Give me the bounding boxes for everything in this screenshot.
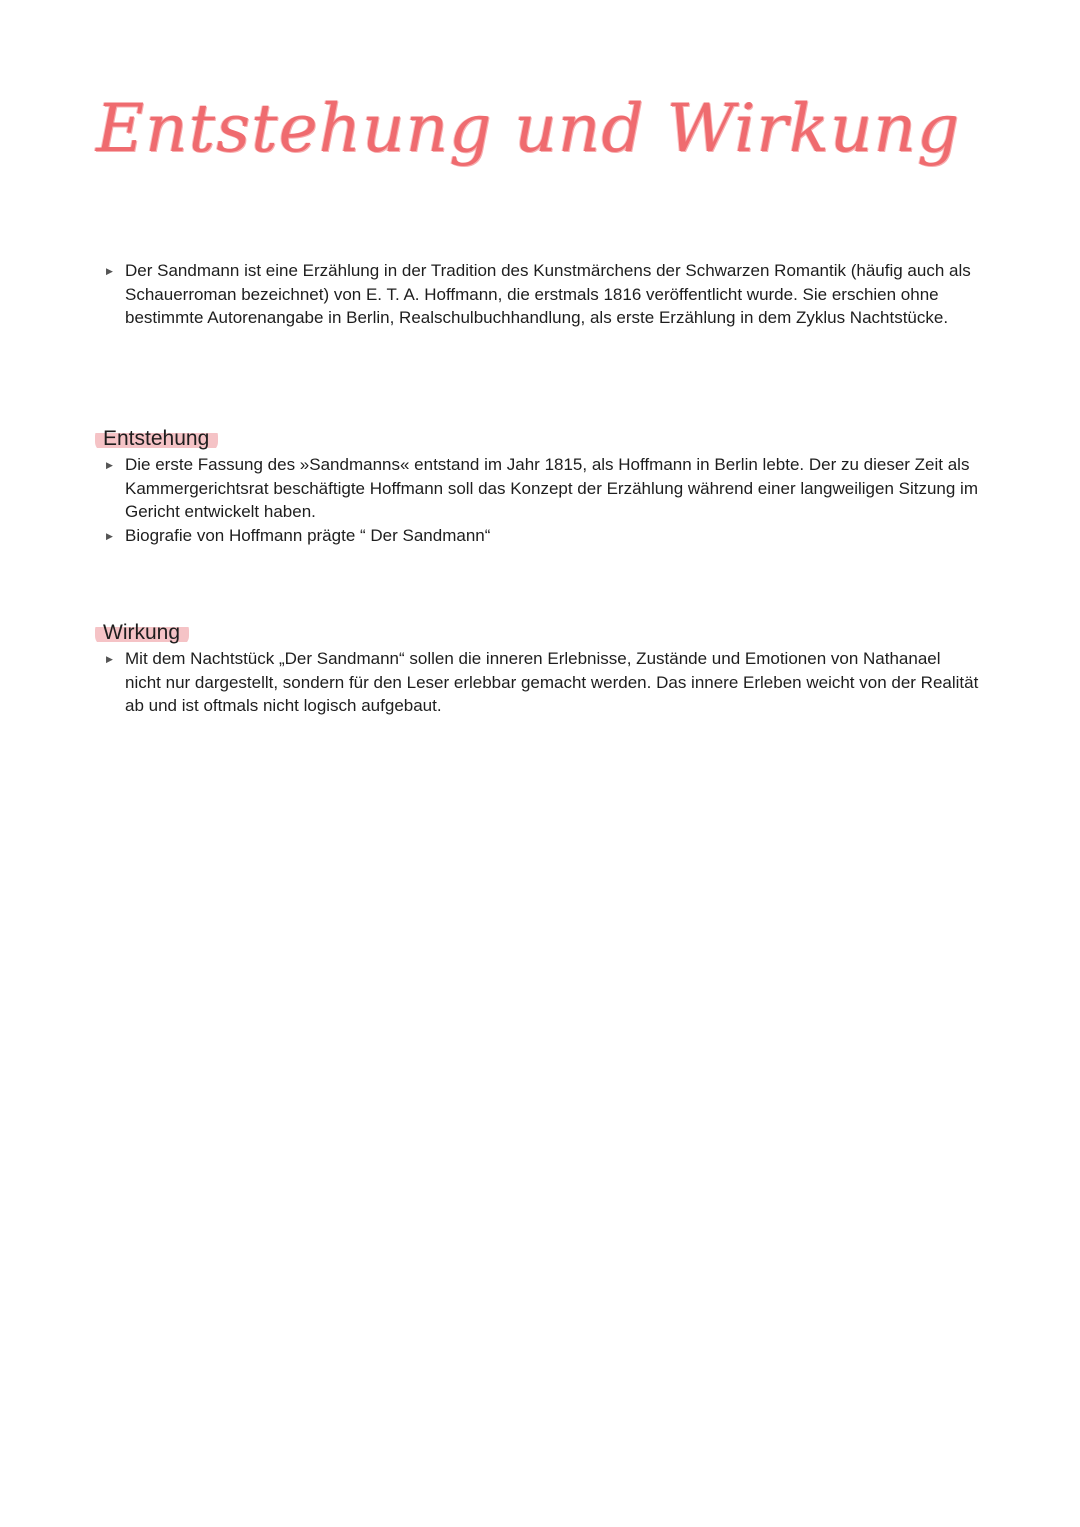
section-heading-wirkung: Wirkung [95,620,189,646]
list-item-text: Die erste Fassung des »Sandmanns« entstand im Jahr 1815, als Hoffmann in Berlin lebte. Der zu dieser Zeit als Kammergerichtsrat beschäftigte Hoffmann soll das Konzept der Erzählung während einer langweiligen Sitzung im Gericht entwickelt haben. [125,455,978,521]
triangle-right-icon: ▶ [106,460,113,470]
list-item-text: Der Sandmann ist eine Erzählung in der Tradition des Kunstmärchens der Schwarzen Romantik (häufig auch als Schauerroman bezeichnet) von E. T. A. Hoffmann, die erstmals 1816 veröffentlicht wurde. Sie erschien ohne bestimmte Autorenangabe in Berlin, Realschulbuchhandlung, als erste Erzählung in dem Zyklus Nachtstücke. [125,261,971,327]
list-item-text: Biografie von Hoffmann prägte “ Der Sandmann“ [125,525,491,545]
section-heading-entstehung: Entstehung [95,426,218,452]
entstehung-list [100,453,980,547]
wirkung-list [100,647,980,718]
triangle-right-icon: ▶ [106,654,113,664]
triangle-right-icon: ▶ [106,530,113,541]
list-item [100,524,980,548]
list-item-text: Mit dem Nachtstück „Der Sandmann“ sollen die inneren Erlebnisse, Zustände und Emotionen von Nathanael nicht nur dargestellt, sondern für den Leser erlebbar gemacht werden. Das innere Erleben weicht von der Realität ab und ist oftmals nicht logisch aufgebaut. [125,649,979,715]
list-item [100,453,980,524]
list-item [100,259,980,330]
intro-list [100,259,980,330]
page-title: Entstehung und Wirkung [96,90,961,167]
list-item [100,647,980,718]
triangle-right-icon: ▶ [106,266,113,276]
